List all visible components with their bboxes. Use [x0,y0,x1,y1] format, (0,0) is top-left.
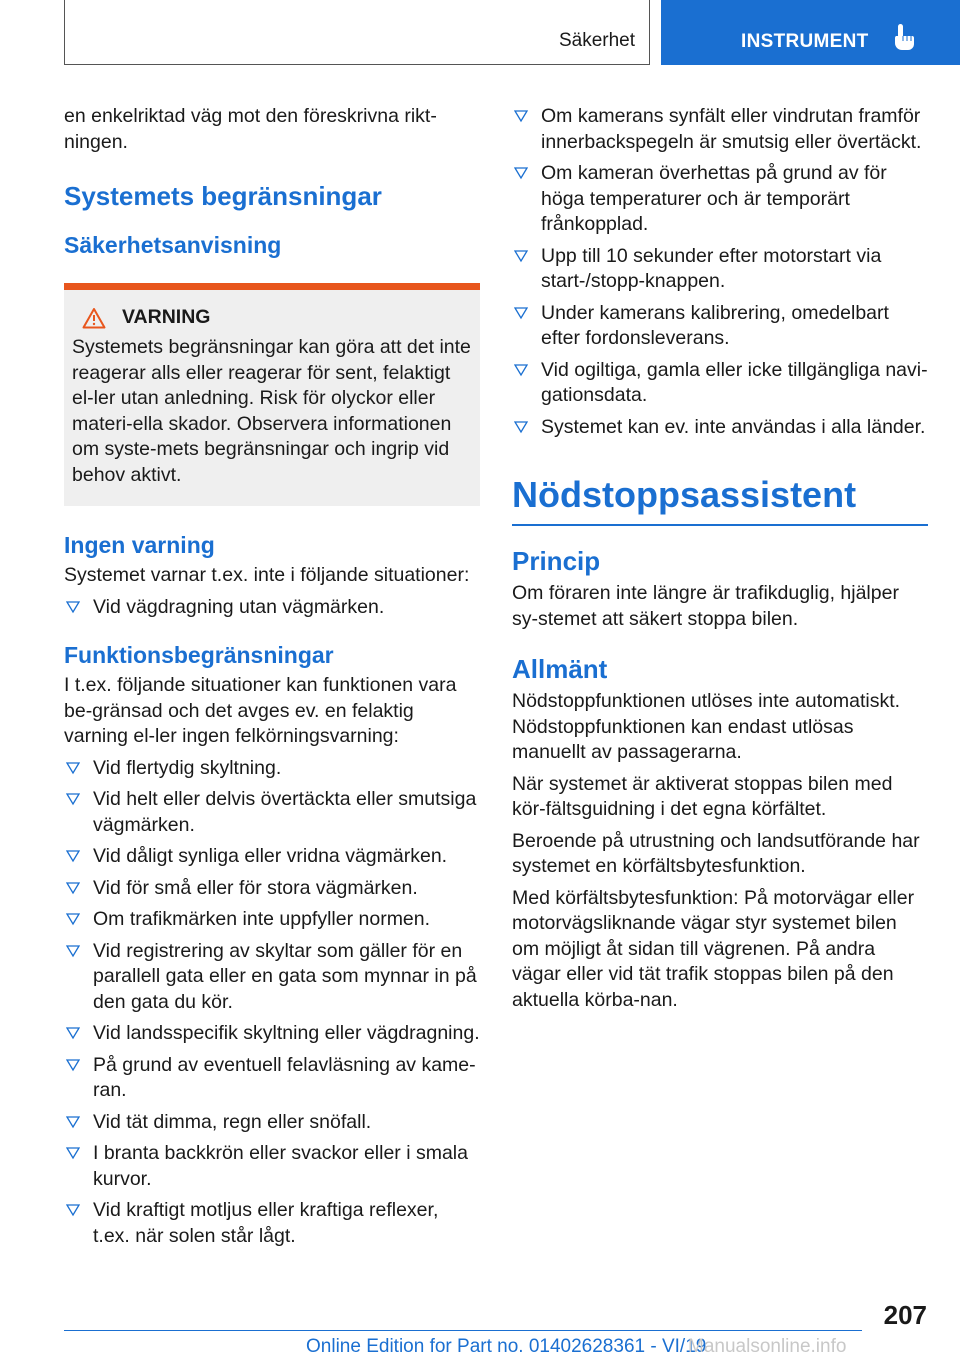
list-item: På grund av eventuell felavläsning av kame-ran. [64,1053,480,1104]
triangle-bullet-icon [514,306,528,320]
triangle-bullet-icon [66,792,80,806]
triangle-bullet-icon [514,249,528,263]
triangle-bullet-icon [514,109,528,123]
general-paragraph: Nödstoppfunktionen utlöses inte automatiskt. Nödstoppfunktionen kan endast utlösas manuellt av passagerarna. [512,690,901,763]
chapter-title: INSTRUMENT [741,31,869,52]
triangle-bullet-icon [66,912,80,926]
triangle-bullet-icon [66,1115,80,1129]
heading-limits: Systemets begränsningar [64,181,382,211]
section-title: Säkerhet [558,30,635,51]
list-item: Vid registrering av skyltar som gäller för en parallell gata eller en gata som mynnar in på den gata du kör. [64,939,480,1016]
general-paragraph: När systemet är aktiverat stoppas bilen med kör-fältsguidning i det egna körfältet. [512,772,893,820]
list-item: Vid för små eller för stora vägmärken. [64,876,480,902]
triangle-bullet-icon [66,944,80,958]
warning-text: Systemets begränsningar kan göra att det inte reagerar alls eller reagerar för sent, felaktigt el-ler utan anledning. Risk för olyckor eller materi-ella skador. Observera informationen om syste-mets begränsningar och ingrip vid behov aktivt. [72,336,471,486]
list-item: Vid kraftigt motljus eller kraftiga reflexer, t.ex. när solen står lågt. [64,1198,480,1249]
heading-emergency-stop: Nödstoppsassistent [512,474,928,526]
triangle-bullet-icon [66,761,80,775]
list-item: Vid dåligt synliga eller vridna vägmärken. [64,844,480,870]
hand-pointer-icon [893,22,915,52]
triangle-bullet-icon [514,420,528,434]
triangle-bullet-icon [66,1058,80,1072]
triangle-bullet-icon [66,1146,80,1160]
triangle-bullet-icon [514,166,528,180]
triangle-bullet-icon [66,600,80,614]
warning-label: VARNING [122,306,211,328]
list-item: Vid ogiltiga, gamla eller icke tillgängliga navi-gationsdata. [512,358,928,409]
list-item: Om trafikmärken inte uppfyller normen. [64,907,480,933]
list-item: Om kameran överhettas på grund av för höga temperaturer och är temporärt frånkopplad. [512,161,928,238]
principle-text: Om föraren inte längre är trafikduglig, hjälper sy-stemet att säkert stoppa bilen. [512,582,899,630]
no-warning-list [64,595,480,621]
triangle-bullet-icon [514,363,528,377]
list-item: Systemet kan ev. inte användas i alla länder. [512,415,928,441]
list-item: Vid landsspecifik skyltning eller vägdragning. [64,1021,480,1047]
heading-general: Allmänt [512,654,608,684]
list-item: Vid tät dimma, regn eller snöfall. [64,1110,480,1136]
warning-title [72,306,472,329]
right-column [512,104,928,1019]
triangle-bullet-icon [66,1203,80,1217]
no-warning-text: Systemet varnar t.ex. inte i följande situationer: [64,564,470,586]
section-tab [64,0,650,65]
limits-list-continued [512,104,928,440]
list-item: Vid vägdragning utan vägmärken. [64,595,480,621]
triangle-bullet-icon [66,881,80,895]
list-item: I branta backkrön eller svackor eller i smala kurvor. [64,1141,480,1192]
list-item: Upp till 10 sekunder efter motorstart via start-/stopp-knappen. [512,244,928,295]
page-number: 207 [883,1300,927,1330]
triangle-bullet-icon [66,849,80,863]
heading-func-limits: Funktionsbegränsningar [64,642,334,668]
list-item: Under kamerans kalibrering, omedelbart efter fordonsleverans. [512,301,928,352]
func-text: I t.ex. följande situationer kan funktionen vara be-gränsad och det avges ev. en felaktig varning el-ler ingen felkörningsvarning: [64,674,457,747]
chapter-tab [661,0,960,65]
triangle-bullet-icon [66,1026,80,1040]
list-item: Vid flertydig skyltning. [64,756,480,782]
left-column [64,104,480,1255]
warning-triangle-icon [82,307,106,329]
heading-no-warning: Ingen varning [64,532,215,558]
warning-box [64,283,480,506]
heading-safety: Säkerhetsanvisning [64,232,282,258]
general-paragraph: Med körfältsbytesfunktion: På motorvägar eller motorvägsliknande vägar styr systemet bilen om möjligt åt sidan till vägrenen. På andra vägar eller vid tät trafik stoppas bilen på den aktuella körba-nan. [512,886,915,1011]
general-paragraph: Beroende på utrustning och landsutförande har systemet en körfältsbytesfunktion. [512,829,920,877]
watermark: Manualsonline.info [688,1336,847,1357]
heading-principle: Princip [512,546,601,576]
func-list [64,756,480,1250]
footer-divider [64,1330,862,1331]
list-item: Vid helt eller delvis övertäckta eller smutsiga vägmärken. [64,787,480,838]
intro-text: en enkelriktad väg mot den föreskrivna rikt-ningen. [64,105,437,153]
edition-text: Online Edition for Part no. 01402628361 - VI/19 [306,1336,707,1357]
list-item: Om kamerans synfält eller vindrutan framför innerbackspegeln är smutsig eller övertäckt. [512,104,928,155]
